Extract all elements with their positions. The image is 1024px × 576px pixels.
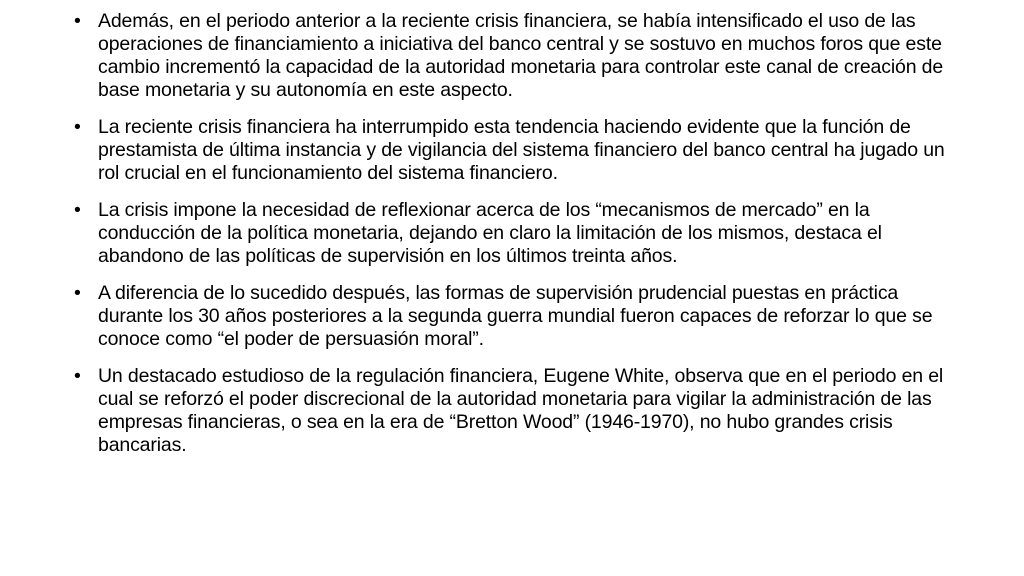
bullet-text: Además, en el periodo anterior a la reciente crisis financiera, se había intensificado el uso de las operaciones de financiamiento a iniciativa del banco central y se sostuvo en muchos foros que este cambio incrementó la capacidad de la autoridad monetaria para controlar este canal de creación de base monetaria y su autonomía en este aspecto. <box>98 10 944 101</box>
bullet-item <box>72 282 962 351</box>
bullet-icon: • <box>74 282 81 304</box>
bullet-list <box>72 10 962 471</box>
bullet-text: La crisis impone la necesidad de reflexionar acerca de los “mecanismos de mercado” en la conducción de la política monetaria, dejando en claro la limitación de los mismos, destaca el abandono de las políticas de supervisión en los últimos treinta años. <box>98 199 882 267</box>
bullet-icon: • <box>74 10 81 32</box>
bullet-text: Un destacado estudioso de la regulación financiera, Eugene White, observa que en el periodo en el cual se reforzó el poder discrecional de la autoridad monetaria para vigilar la administración de las empresas financieras, o sea en la era de “Bretton Wood” (1946-1970), no hubo grandes crisis bancarias. <box>98 365 944 456</box>
bullet-item <box>72 365 962 457</box>
bullet-item <box>72 10 962 102</box>
bullet-item <box>72 116 962 185</box>
bullet-text: La reciente crisis financiera ha interrumpido esta tendencia haciendo evidente que la función de prestamista de última instancia y de vigilancia del sistema financiero del banco central ha jugado un rol crucial en el funcionamiento del sistema financiero. <box>98 116 945 184</box>
bullet-icon: • <box>74 365 81 387</box>
bullet-text: A diferencia de lo sucedido después, las formas de supervisión prudencial puestas en práctica durante los 30 años posteriores a la segunda guerra mundial fueron capaces de reforzar lo que se conoce como “el poder de persuasión moral”. <box>98 282 933 350</box>
bullet-icon: • <box>74 116 81 138</box>
bullet-icon: • <box>74 199 81 221</box>
bullet-item <box>72 199 962 268</box>
